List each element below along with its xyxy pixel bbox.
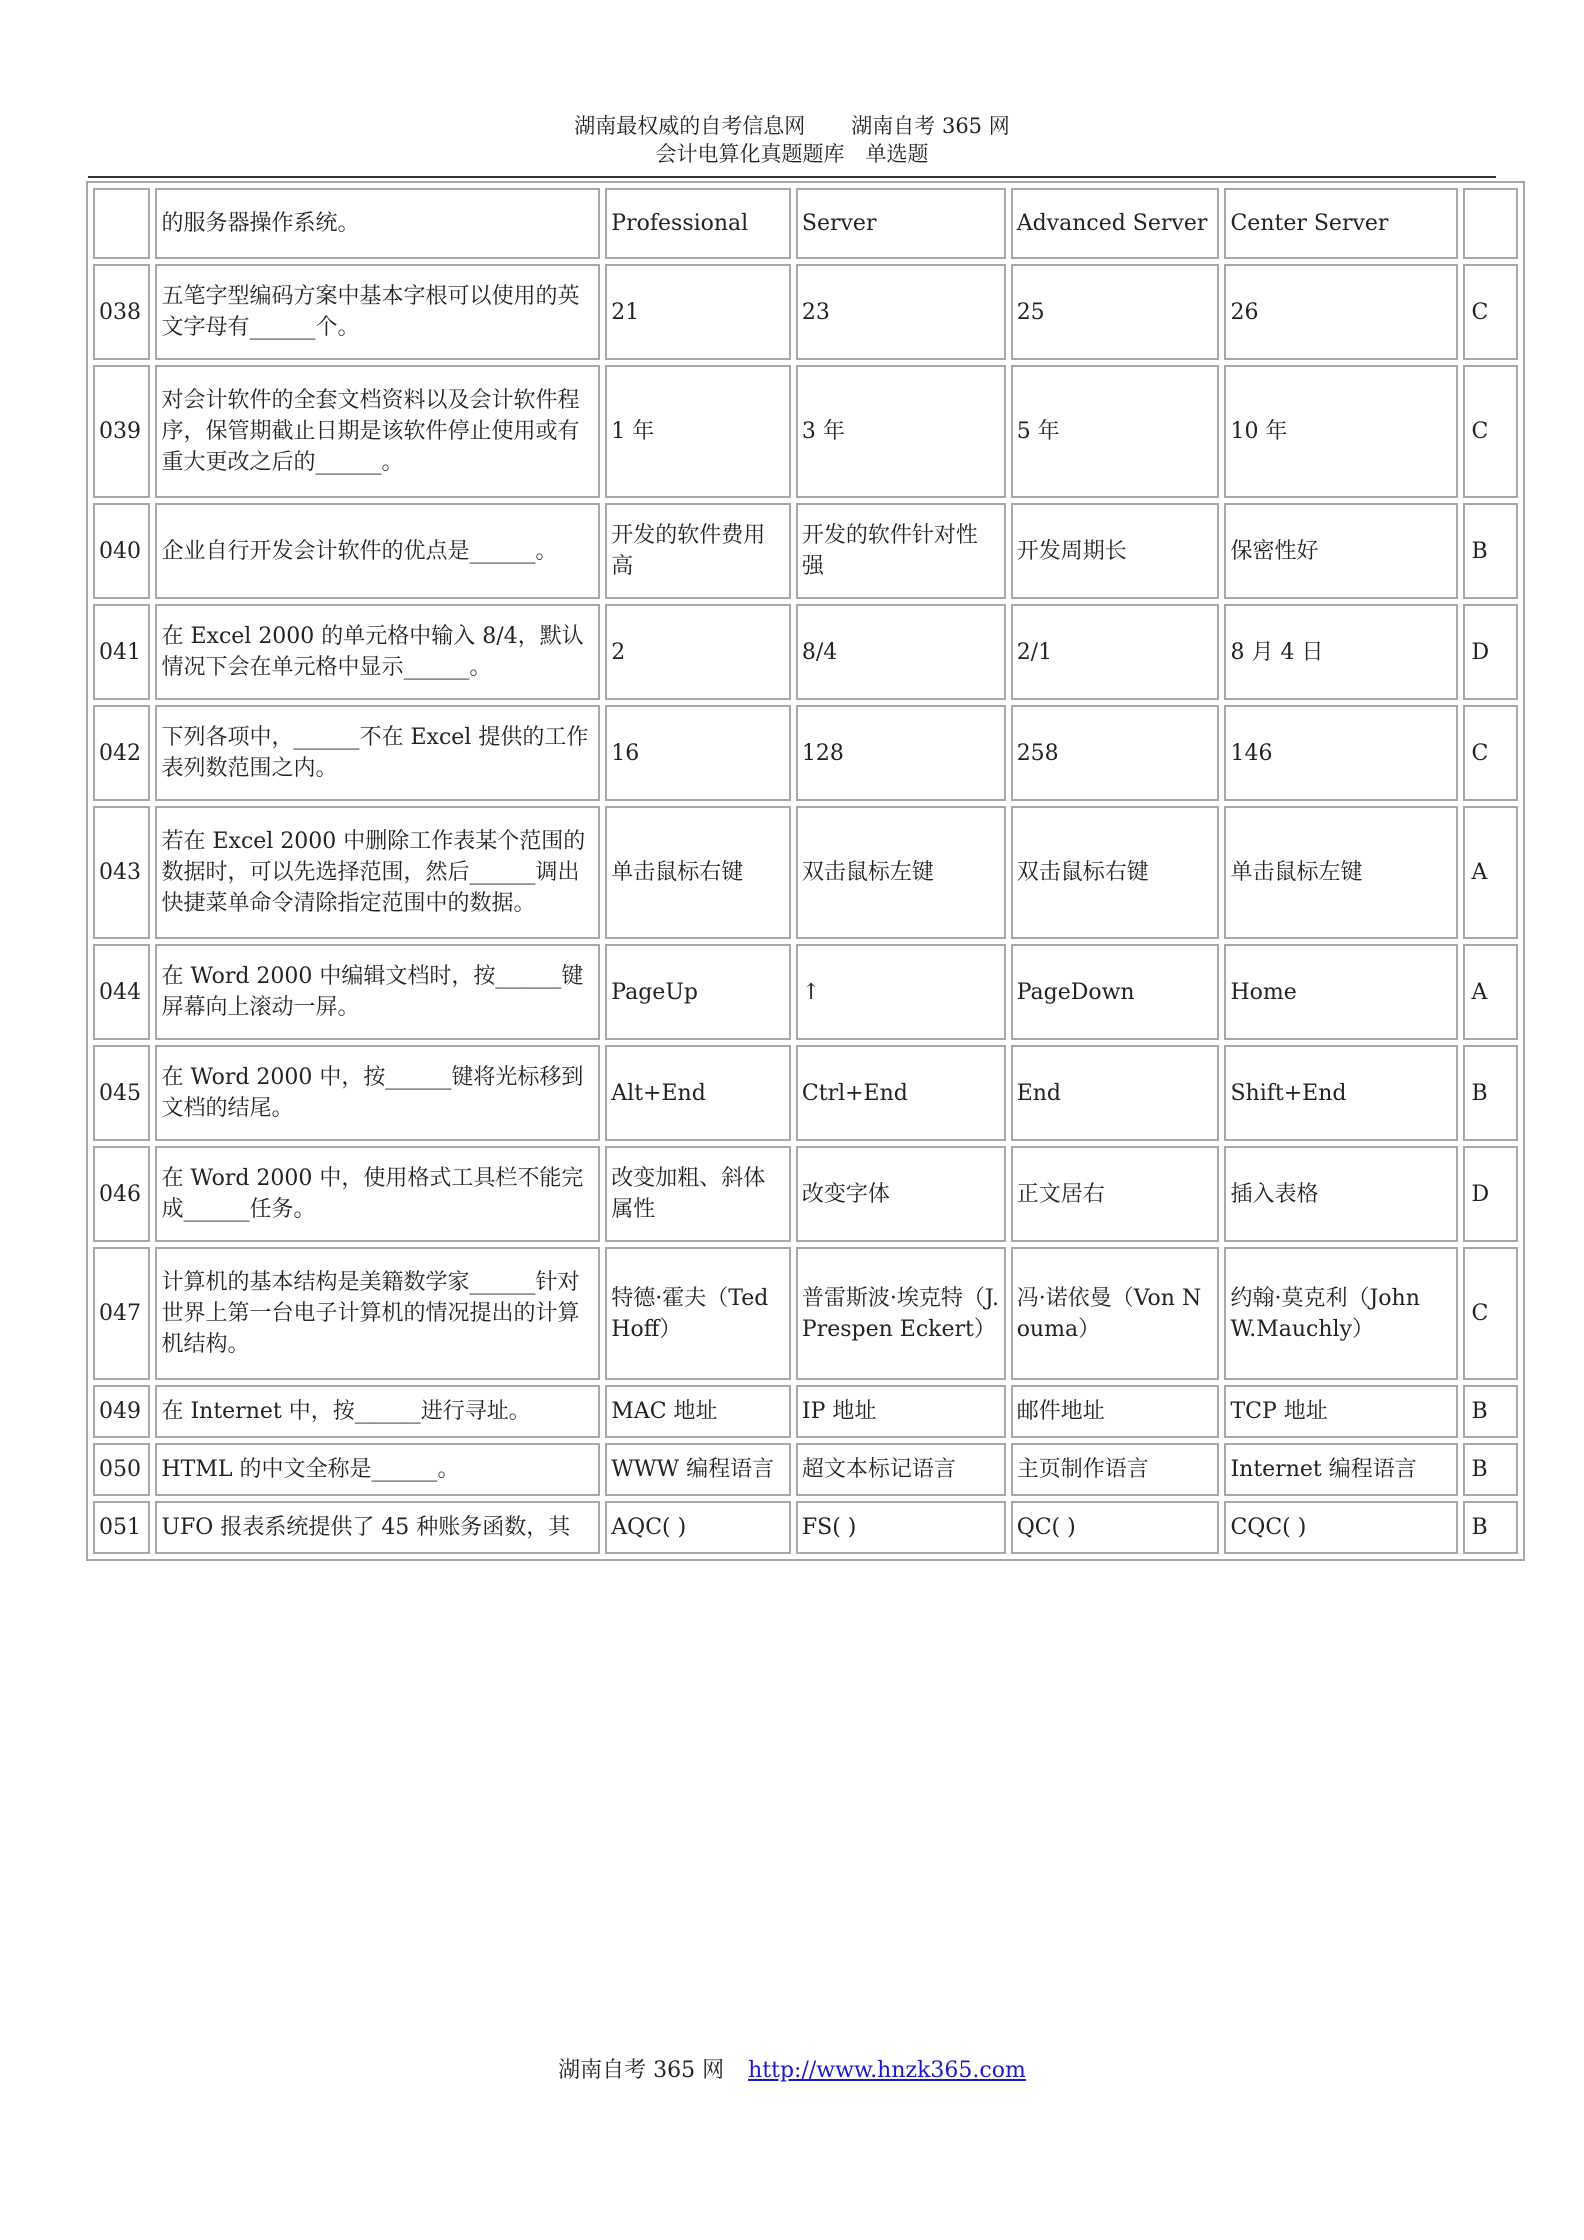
option-b-cell: 8/4 <box>796 604 1006 700</box>
option-b-cell: 普雷斯波·埃克特（J.Prespen Eckert） <box>796 1247 1006 1380</box>
question-text-cell: 企业自行开发会计软件的优点是______。 <box>155 503 600 599</box>
table-row <box>93 604 1518 700</box>
option-d-cell: Home <box>1224 944 1458 1040</box>
option-a-cell: 开发的软件费用高 <box>605 503 791 599</box>
option-c-cell: 258 <box>1011 705 1220 801</box>
option-b-cell: ↑ <box>796 944 1006 1040</box>
question-text-cell: 下列各项中，______不在 Excel 提供的工作表列数范围之内。 <box>155 705 600 801</box>
table-row <box>93 944 1518 1040</box>
option-a-cell: 1 年 <box>605 365 791 498</box>
option-c-cell: Advanced Server <box>1011 188 1220 259</box>
table-row <box>93 1385 1518 1438</box>
option-a-cell: 单击鼠标右键 <box>605 806 791 939</box>
option-a-cell: PageUp <box>605 944 791 1040</box>
option-c-cell: 开发周期长 <box>1011 503 1220 599</box>
question-number-cell: 042 <box>93 705 150 801</box>
answer-cell: B <box>1463 1385 1518 1438</box>
answer-cell: D <box>1463 604 1518 700</box>
option-a-cell: 16 <box>605 705 791 801</box>
answer-cell: C <box>1463 1247 1518 1380</box>
option-b-cell: IP 地址 <box>796 1385 1006 1438</box>
option-d-cell: Internet 编程语言 <box>1224 1443 1458 1496</box>
table-row <box>93 1045 1518 1141</box>
table-row <box>93 1501 1518 1554</box>
option-c-cell: 主页制作语言 <box>1011 1443 1220 1496</box>
answer-cell: B <box>1463 1443 1518 1496</box>
option-c-cell: 冯·诺依曼（Von Nouma） <box>1011 1247 1220 1380</box>
header-site-name: 湖南自考 365 网 <box>851 114 1010 138</box>
question-number-cell: 044 <box>93 944 150 1040</box>
option-d-cell: CQC( ) <box>1224 1501 1458 1554</box>
option-c-cell: 邮件地址 <box>1011 1385 1220 1438</box>
footer-site-name: 湖南自考 365 网 <box>558 2058 725 2083</box>
option-a-cell: MAC 地址 <box>605 1385 791 1438</box>
question-number-cell: 041 <box>93 604 150 700</box>
question-number-cell: 050 <box>93 1443 150 1496</box>
option-d-cell: 单击鼠标左键 <box>1224 806 1458 939</box>
question-text-cell: HTML 的中文全称是______。 <box>155 1443 600 1496</box>
question-text-cell: 在 Word 2000 中，按______键将光标移到文档的结尾。 <box>155 1045 600 1141</box>
option-d-cell: Shift+End <box>1224 1045 1458 1141</box>
question-text-cell: 计算机的基本结构是美籍数学家______针对世界上第一台电子计算机的情况提出的计算机结构。 <box>155 1247 600 1380</box>
option-d-cell: 146 <box>1224 705 1458 801</box>
option-c-cell: QC( ) <box>1011 1501 1220 1554</box>
option-b-cell: FS( ) <box>796 1501 1006 1554</box>
question-number-cell: 045 <box>93 1045 150 1141</box>
header-line-1 <box>0 112 1584 140</box>
table-row <box>93 1146 1518 1242</box>
question-number-cell: 038 <box>93 264 150 360</box>
table-row <box>93 264 1518 360</box>
question-number-cell: 046 <box>93 1146 150 1242</box>
option-b-cell: Server <box>796 188 1006 259</box>
answer-cell: B <box>1463 1501 1518 1554</box>
option-d-cell: 保密性好 <box>1224 503 1458 599</box>
question-number-cell: 040 <box>93 503 150 599</box>
answer-cell: C <box>1463 705 1518 801</box>
header-subtitle: 会计电算化真题题库 单选题 <box>655 142 929 166</box>
option-c-cell: PageDown <box>1011 944 1220 1040</box>
question-table-body <box>93 188 1518 1554</box>
answer-cell: C <box>1463 264 1518 360</box>
header-divider <box>88 176 1496 178</box>
option-c-cell: End <box>1011 1045 1220 1141</box>
answer-cell: C <box>1463 365 1518 498</box>
question-number-cell: 047 <box>93 1247 150 1380</box>
question-number-cell: 039 <box>93 365 150 498</box>
question-number-cell: 049 <box>93 1385 150 1438</box>
option-a-cell: 改变加粗、斜体属性 <box>605 1146 791 1242</box>
option-a-cell: Professional <box>605 188 791 259</box>
answer-cell: A <box>1463 806 1518 939</box>
question-number-cell <box>93 188 150 259</box>
question-text-cell: 在 Excel 2000 的单元格中输入 8/4，默认情况下会在单元格中显示______。 <box>155 604 600 700</box>
question-text-cell: 五笔字型编码方案中基本字根可以使用的英文字母有______个。 <box>155 264 600 360</box>
question-text-cell: 在 Word 2000 中编辑文档时，按______键屏幕向上滚动一屏。 <box>155 944 600 1040</box>
question-number-cell: 043 <box>93 806 150 939</box>
page-header <box>0 112 1584 168</box>
option-b-cell: Ctrl+End <box>796 1045 1006 1141</box>
option-d-cell: 插入表格 <box>1224 1146 1458 1242</box>
answer-cell: D <box>1463 1146 1518 1242</box>
footer-link[interactable]: http://www.hnzk365.com <box>748 2058 1026 2083</box>
option-d-cell: Center Server <box>1224 188 1458 259</box>
option-a-cell: WWW 编程语言 <box>605 1443 791 1496</box>
answer-cell: B <box>1463 1045 1518 1141</box>
answer-cell: A <box>1463 944 1518 1040</box>
option-c-cell: 双击鼠标右键 <box>1011 806 1220 939</box>
question-text-cell: 对会计软件的全套文档资料以及会计软件程序，保管期截止日期是该软件停止使用或有重大更改之后的______。 <box>155 365 600 498</box>
question-text-cell: 的服务器操作系统。 <box>155 188 600 259</box>
table-row <box>93 1443 1518 1496</box>
table-row <box>93 806 1518 939</box>
question-table <box>86 181 1525 1561</box>
question-text-cell: UFO 报表系统提供了 45 种账务函数，其 <box>155 1501 600 1554</box>
option-a-cell: 特德·霍夫（Ted Hoff） <box>605 1247 791 1380</box>
option-d-cell: 约翰·莫克利（John W.Mauchly） <box>1224 1247 1458 1380</box>
option-b-cell: 改变字体 <box>796 1146 1006 1242</box>
option-b-cell: 128 <box>796 705 1006 801</box>
option-c-cell: 2/1 <box>1011 604 1220 700</box>
table-row <box>93 503 1518 599</box>
option-c-cell: 正文居右 <box>1011 1146 1220 1242</box>
option-b-cell: 23 <box>796 264 1006 360</box>
option-a-cell: 2 <box>605 604 791 700</box>
question-table-container <box>86 181 1525 1561</box>
table-row <box>93 705 1518 801</box>
option-d-cell: 26 <box>1224 264 1458 360</box>
question-text-cell: 在 Word 2000 中，使用格式工具栏不能完成______任务。 <box>155 1146 600 1242</box>
table-row <box>93 365 1518 498</box>
question-text-cell: 在 Internet 中，按______进行寻址。 <box>155 1385 600 1438</box>
page-footer <box>0 2053 1584 2084</box>
answer-cell: B <box>1463 503 1518 599</box>
option-c-cell: 25 <box>1011 264 1220 360</box>
question-text-cell: 若在 Excel 2000 中删除工作表某个范围的数据时，可以先选择范围，然后______调出快捷菜单命令清除指定范围中的数据。 <box>155 806 600 939</box>
option-b-cell: 超文本标记语言 <box>796 1443 1006 1496</box>
option-b-cell: 开发的软件针对性强 <box>796 503 1006 599</box>
option-d-cell: 10 年 <box>1224 365 1458 498</box>
option-a-cell: AQC( ) <box>605 1501 791 1554</box>
option-c-cell: 5 年 <box>1011 365 1220 498</box>
option-d-cell: 8 月 4 日 <box>1224 604 1458 700</box>
table-row <box>93 1247 1518 1380</box>
option-d-cell: TCP 地址 <box>1224 1385 1458 1438</box>
option-a-cell: Alt+End <box>605 1045 791 1141</box>
answer-cell <box>1463 188 1518 259</box>
table-row <box>93 188 1518 259</box>
header-site-title: 湖南最权威的自考信息网 <box>574 114 806 138</box>
option-b-cell: 双击鼠标左键 <box>796 806 1006 939</box>
question-number-cell: 051 <box>93 1501 150 1554</box>
option-a-cell: 21 <box>605 264 791 360</box>
option-b-cell: 3 年 <box>796 365 1006 498</box>
